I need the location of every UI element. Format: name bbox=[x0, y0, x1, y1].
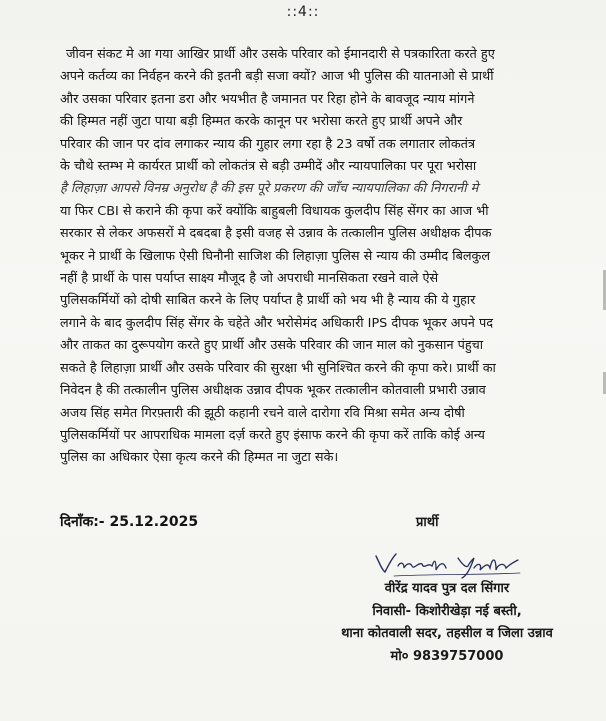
body-line: की हिम्मत नहीं जुटा पाया बड़ी हिम्मत करके कानून पर भरोसा करते हुए प्रार्थी अपने और bbox=[60, 114, 463, 130]
body-line: परिवार की जान पर दांव लगाकर न्याय की गुहार लगा रहा है 23 वर्षो तक लगातार लोकतंत्र bbox=[60, 136, 476, 152]
body-line: नहीं है प्रार्थी के पास पर्याप्त साक्ष्य मौजूद है जो अपराधी मानसिकता रखने वाले ऐसे bbox=[60, 271, 439, 287]
signatory-name: वीरेंद्र यादव पुत्र दल सिंगार bbox=[384, 581, 510, 596]
body-line: और उसका परिवार इतना डरा और भयभीत है जमानत पर रिहा होने के बावजूद न्याय मांगने bbox=[60, 91, 475, 107]
body-line: और ताकत का दुरूपयोग करते हुए प्रार्थी और उसके परिवार की जान माल को नुकसान पंहुचा bbox=[60, 338, 484, 354]
signatory-address-line: थाना कोतवाली सदर, तहसील व जिला उन्नाव bbox=[341, 626, 553, 641]
body-line: पुलिस का अधिकार ऐसा कृत्य करने की हिम्मत ना जुटा सके। bbox=[60, 450, 339, 466]
applicant-label: प्रार्थी bbox=[416, 515, 439, 530]
body-line: लगाने के बाद कुलदीप सिंह सेंगर के चहेते और भरोसेमंद अधिकारी IPS दीपक भूकर अपने पद bbox=[60, 315, 494, 331]
body-line: या फिर CBI से कराने की कृपा करें क्योंकि बाहुबली विधायक कुलदीप सिंह सेंगर का आज भी bbox=[60, 203, 489, 219]
body-line: के चौथे स्तम्भ मे कार्यरत प्रार्थी को लोकतंत्र से बड़ी उम्मीदें और न्यायपालिका पर पूरा भरोसा bbox=[60, 159, 477, 175]
body-line: है लिहाज़ा आपसे विनम्र अनुरोध है की इस पूरे प्रकरण की जाँच न्यायपालिका की निगरानी मे bbox=[60, 181, 479, 197]
body-line: पुलिसकर्मियों पर आपराधिक मामला दर्ज़ करते हुए इंसाफ करने की कृपा करें ताकि कोई अन्य bbox=[60, 427, 485, 443]
letter-body bbox=[60, 44, 590, 470]
body-line: निवेदन है की तत्कालीन पुलिस अधीक्षक उन्नाव दीपक भूकर तत्कालीन कोतवाली प्रभारी उन्नाव bbox=[60, 383, 486, 399]
signatory-address-line: निवासी- किशोरीखेड़ा नई बस्ती, bbox=[372, 603, 522, 619]
date-label: दिनाँक:- 25.12.2025 bbox=[60, 514, 199, 530]
signatory-phone: मो० 9839757000 bbox=[390, 648, 504, 664]
body-line: पुलिसकर्मियों को दोषी साबित करने के लिए पर्याप्त है प्रार्थी को भय भी है न्याय की ये गुहार bbox=[60, 293, 476, 309]
body-line: सरकार से लेकर अफसरों मे दबदबा है इसी वजह से उन्नाव के तत्कालीन पुलिस अधीक्षक दीपक bbox=[60, 226, 492, 242]
page-number: ::4:: bbox=[286, 4, 320, 20]
body-line: अजय सिंह समेत गिरफ़्तारी की झूठी कहानी रचने वाले दारोगा रवि मिश्रा समेत अन्य दोषी bbox=[60, 405, 465, 421]
handwritten-signature bbox=[370, 548, 530, 580]
signature-block bbox=[312, 578, 582, 668]
body-line: अपने कर्तव्य का निर्वहन करने की इतनी बड़ी सजा क्यों? आज भी पुलिस की यातनाओ से प्रार्थी bbox=[60, 69, 494, 85]
body-line: जीवन संकट मे आ गया आखिर प्रार्थी और उसके परिवार को ईमानदारी से पत्रकारिता करते हुए bbox=[66, 47, 495, 62]
body-line: भूकर ने प्रार्थी के खिलाफ ऐसी घिनौनी साजिश की लिहाज़ा पुलिस से न्याय की उम्मीद बिलकुल bbox=[60, 248, 491, 264]
body-line: सकते है लिहाज़ा प्रार्थी और उसके परिवार की सुरक्षा भी सुनिश्चित करने की कृपा करे। प्रार्थी का bbox=[60, 360, 496, 376]
